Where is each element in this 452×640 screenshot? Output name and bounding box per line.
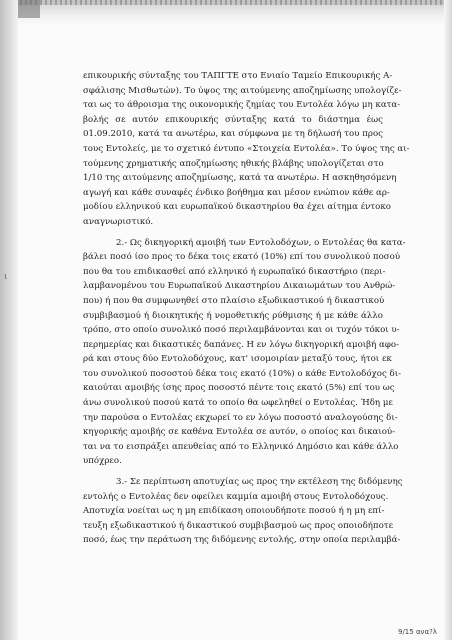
text-line: 1/10 της αιτούμενης αποζημίωσης, κατά τα ανωτέρω. Η ασκηθησόμενη (83, 173, 397, 184)
margin-stray-mark: ι (4, 272, 8, 281)
text-line: κηγορικής αμοιβής σε καθένα Εντολέα σε αυτόν, ο οποίος και δικαιού- (83, 427, 396, 438)
text-line: λαμβανομένου του Ευρωπαϊκού Δικαστηρίου Δικαιωμάτων του Ανθρώ- (83, 281, 396, 292)
text-line: μοδίου ελληνικού και ευρωπαϊκού δικαστηρίου θα έχει αίτημα έντοκο (83, 202, 391, 213)
text-line: βάλει ποσό ίσο προς το δέκα τοις εκατό (10%) επί του συνολικού ποσού (83, 252, 401, 263)
text-line: που) ή που θα συμφωνηθεί στο πλαίσιο εξωδικαστικού ή δικαστικού (83, 295, 385, 306)
text-line: αγωγή και κάθε συναφές ένδικο βοήθημα και μέσον ενώπιον κάθε αρ- (83, 187, 390, 198)
text-line: συμβιβασμού ή διοικητικής ή νομοθετικής ρύθμισης ή με κάθε άλλο (83, 310, 383, 321)
text-line: την παρούσα ο Εντολέας εκχωρεί το εν λόγω ποσοστό αναλογούσης δι- (83, 412, 398, 423)
text-line: ποσό, έως την περάτωση της διδόμενης εντολής, στην οποία περιλαμβά- (83, 535, 401, 546)
text-line: τρόπο, στο οποίο συνολικό ποσό περιλαμβάνονται και οι τυχόν τόκοι υ- (83, 325, 400, 336)
text-line: ται ως το άθροισμα της οικονομικής ζημίας του Εντολέα λόγω μη κατα- (83, 100, 401, 111)
text-line: εντολής ο Εντολέας δεν οφείλει καμμία αμοιβή στους Εντολοδόχους. (83, 491, 389, 502)
text-line: βολής σε αυτόν επικουρικής σύνταξης κατά το διάστημα έως (83, 114, 383, 125)
text-line: υπόχρεο. (83, 456, 122, 467)
text-line: καιούται αμοιβής ίσης προς ποσοστό πέντε τοις εκατό (5%) επί του ως (83, 383, 395, 394)
text-line: άνω συνολικού ποσού κατά το οποίο θα ωφεληθεί ο Εντολέας. Ήδη με (83, 398, 393, 409)
text-line: του συνολικού ποσοστού δέκα τοις εκατό (10%) ο κάθε Εντολοδόχος δι- (83, 368, 402, 379)
document-body (83, 69, 410, 548)
text-line: 3.- Σε περίπτωση αποτυχίας ως προς την εκτέλεση της διδόμενης (116, 477, 403, 488)
text-line: 2.- Ως δικηγορική αμοιβή των Εντολοδόχων, ο Εντολέας θα κατα- (116, 237, 406, 248)
scan-top-edge (0, 0, 452, 26)
text-line: Αποτυχία νοείται ως η μη επιδίκαση οποιουδήποτε ποσού ή η μη επί- (83, 506, 385, 517)
text-line: τευξη εξωδικαστικού ή δικαστικού συμβιβασμού ως προς οποιοδήποτε (83, 520, 394, 531)
scan-corner-mark (18, 0, 40, 18)
text-line: ρά και στους δύο Εντολοδόχους, κατ' ισομοιρίαν μεταξύ τους, ήτοι εκ (83, 354, 392, 365)
text-line: τούμενης χρηματικής αποζημίωσης ηθικής βλάβης υπολογίζεται στο (83, 158, 384, 169)
text-line: που θα του επιδικασθεί από ελληνικό ή ευρωπαϊκό δικαστήριο (περι- (83, 266, 386, 277)
text-line: 01.09.2010, κατά τα ανωτέρω, και σύμφωνα με τη δήλωσή του προς (83, 129, 383, 140)
text-line: επικουρικής σύνταξης του ΤΑΠΓΤΕ στο Ενιαίο Ταμείο Επικουρικής Α- (83, 71, 393, 81)
text-line: περημερίας και δικαστικές δαπάνες. Η εν λόγω δικηγορική αμοιβή αφο- (83, 339, 400, 350)
text-line: σφάλισης Μισθωτών). Το ύψος της αιτούμενης αποζημίωσης υπολογίζε- (83, 85, 402, 96)
scan-left-edge (0, 0, 18, 640)
text-line: τους Εντολείς, με το σχετικό έντυπο «Στοιχεία Εντολέα». Το ύψος της αι- (83, 143, 410, 154)
text-line: ται να το εισπράξει απευθείας από το Ελληνικό Δημόσιο και κάθε άλλο (83, 441, 399, 452)
page-footer-mark: 9/15 ανα?λ (398, 628, 437, 636)
text-line: αναγνωριστικό. (83, 216, 154, 227)
scan-right-edge (444, 0, 452, 640)
